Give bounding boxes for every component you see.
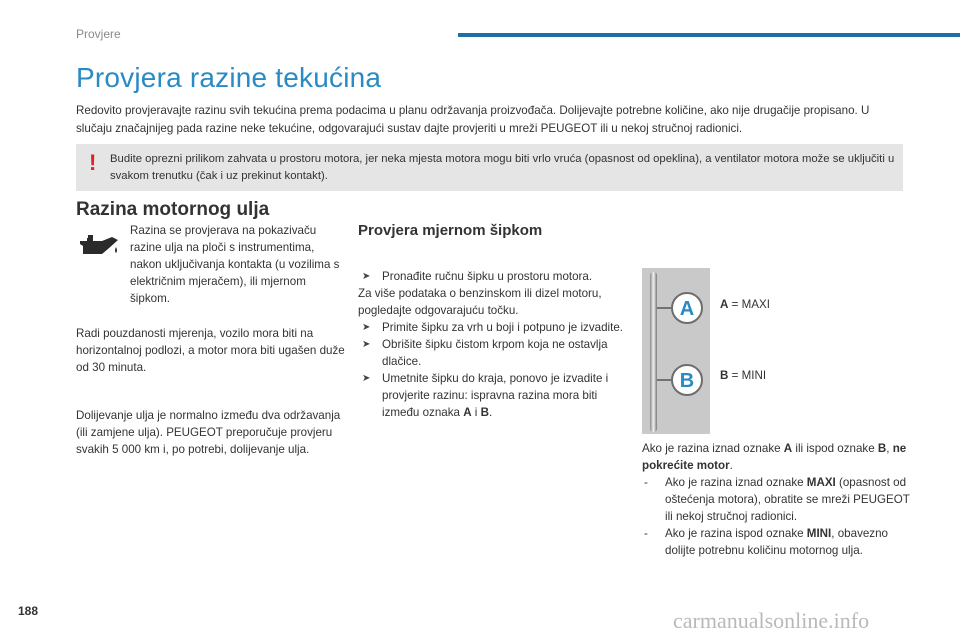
step-item: ➤ Umetnite šipku do kraja, ponovo je izvadite i provjerite razinu: ispravna razina mora biti između oznaka A i B. [362, 372, 609, 419]
page-title: Provjera razine tekućina [76, 62, 382, 93]
dipstick-steps [358, 268, 624, 421]
section-header: Provjere [76, 27, 121, 41]
note-item-maxi: - Ako je razina iznad oznake MAXI (opasnost od oštećenja motora), obratite se mreži PEUGEOT ili nekoj stručnoj radionici. [644, 476, 910, 523]
arrow-icon: ➤ [362, 339, 371, 350]
label-mini: B = MINI [720, 369, 767, 382]
arrow-icon: ➤ [362, 322, 371, 333]
page-number: 188 [18, 604, 39, 618]
dipstick-figure [642, 268, 710, 434]
arrow-icon: ➤ [362, 373, 371, 384]
arrow-icon: ➤ [362, 271, 371, 282]
dipstick-drawing [642, 268, 710, 434]
marker-b: B [679, 370, 695, 392]
watermark: carmanualsonline.info [673, 608, 870, 633]
step-item: ➤ Primite šipku za vrh u boji i potpuno je izvadite. [362, 321, 624, 334]
warning-text: Budite oprezni prilikom zahvata u prostoru motora, jer neka mjesta motora mogu biti vrlo vruća (opasnost od opeklina), a ventilator motora može se uključiti u svakom trenutku (čak i uz prekinut kontakt). [110, 153, 895, 182]
measurement-paragraph: Radi pouzdanosti mjerenja, vozilo mora biti na horizontalnoj podlozi, a motor mora biti ugašen duže od 30 minuta. [76, 327, 345, 374]
oil-section-title: Razina motornog ulja [76, 199, 270, 220]
label-maxi: A = MAXI [720, 298, 770, 311]
oil-can-icon [78, 232, 120, 262]
note-item-mini: - Ako je razina ispod oznake MINI, obavezno dolijte potrebnu količinu motornog ulja. [644, 527, 889, 557]
step-item: ➤ Pronađite ručnu šipku u prostoru motora. [362, 270, 593, 283]
intro-paragraph: Redovito provjeravajte razinu svih tekućina prema podacima u planu održavanja proizvođača. Dolijevajte potrebne količine, ako nije drugačije propisano. U slučaju značajnijeg pada razine neke tekućine, odgovarajući sustav dajte provjeriti u mreži PEUGEOT ili u nekoj stručnoj radionici. [76, 104, 870, 135]
step-item: ➤ Obrišite šipku čistom krpom koja ne ostavlja dlačice. [362, 338, 608, 368]
header-rule [458, 33, 960, 37]
level-note [642, 440, 910, 559]
note-intro: Ako je razina iznad oznake A ili ispod oznake B, ne pokrećite motor. [642, 442, 907, 472]
dipstick-section-title: Provjera mjernom šipkom [358, 222, 543, 239]
topup-paragraph: Dolijevanje ulja je normalno između dva održavanja (ili zamjene ulja). PEUGEOT preporučuje provjeru svakih 5 000 km i, po potrebi, dolijevanje ulja. [76, 409, 341, 456]
marker-a: A [679, 298, 695, 320]
oil-indicator-text: Razina se provjerava na pokazivaču razine ulja na ploči s instrumentima, nakon uključivanja kontakta (u vozilima s električnim mjeračem), ili mjernom šipkom. [130, 224, 340, 305]
warning-icon: ! [89, 150, 97, 175]
step-note: Za više podataka o benzinskom ili dizel motoru, pogledajte odgovarajuću točku. [358, 287, 602, 317]
